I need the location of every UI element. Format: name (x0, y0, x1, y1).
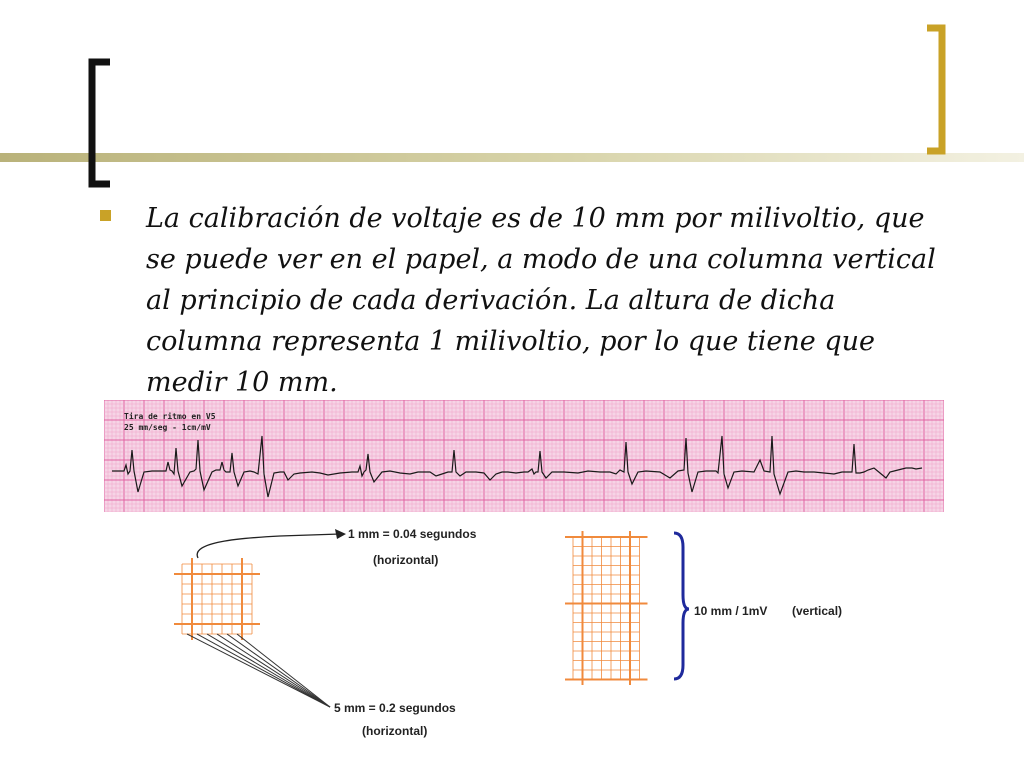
label-5mm-axis: (horizontal) (362, 724, 428, 738)
bullet-text: La calibración de voltaje es de 10 mm por milivoltio, que se puede ver en el papel, a modo de una columna vertical al principio de cada derivación. La altura de dicha columna representa 1 milivoltio, por lo que tiene que medir 10 mm. (146, 203, 936, 398)
vertical-calibration-diagram (555, 525, 875, 685)
curved-arrow (197, 534, 340, 558)
blue-brace (674, 533, 689, 679)
horizontal-calibration-diagram (160, 520, 520, 745)
label-5mm: 5 mm = 0.2 segundos (334, 701, 456, 715)
small-calibration-grid (174, 558, 260, 640)
converging-lines (187, 634, 330, 707)
label-10mm: 10 mm / 1mV (694, 604, 768, 618)
label-10mm-axis: (vertical) (792, 604, 843, 618)
gold-right-bracket (927, 28, 942, 151)
black-left-bracket (92, 62, 110, 184)
tall-calibration-grid (565, 531, 648, 685)
ecg-strip (104, 400, 944, 512)
ecg-grid (104, 400, 944, 512)
strip-title-line1: Tira de ritmo en V5 (124, 412, 216, 421)
label-1mm-axis: (horizontal) (373, 553, 439, 567)
gold-horizontal-rule (0, 153, 1024, 162)
slide-decoration (0, 0, 1024, 200)
bullet-square-icon (100, 210, 111, 221)
label-1mm: 1 mm = 0.04 segundos (348, 527, 477, 541)
arrow-head-icon (335, 529, 346, 539)
strip-title-line2: 25 mm/seg - 1cm/mV (124, 423, 211, 432)
